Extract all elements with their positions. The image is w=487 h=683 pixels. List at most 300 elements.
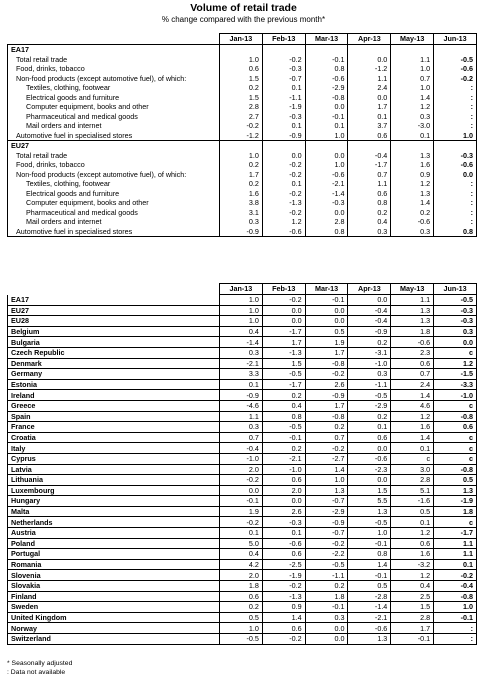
country-label: Slovakia <box>8 581 220 592</box>
value-cell: -1.4 <box>348 602 391 613</box>
country-row <box>8 559 477 570</box>
value-cell: -1.1 <box>305 570 348 581</box>
country-label: Germany <box>8 369 220 380</box>
country-row <box>8 337 477 348</box>
value-cell: 0.2 <box>305 422 348 433</box>
value-cell: -0.5 <box>434 295 477 306</box>
value-cell: 0.0 <box>305 316 348 327</box>
value-cell: 1.4 <box>391 198 434 208</box>
value-cell: -0.2 <box>220 517 263 528</box>
value-cell: -1.1 <box>348 379 391 390</box>
value-cell: 2.5 <box>391 591 434 602</box>
value-cell: -4.6 <box>220 400 263 411</box>
value-cell: -1.2 <box>348 64 391 74</box>
value-cell: 0.0 <box>348 55 391 65</box>
row-label: Food, drinks, tobacco <box>8 160 220 170</box>
country-row <box>8 369 477 380</box>
value-cell: 1.5 <box>348 485 391 496</box>
value-cell: c <box>434 347 477 358</box>
value-cell: 1.0 <box>305 131 348 141</box>
value-cell: -2.7 <box>305 453 348 464</box>
value-cell: 1.6 <box>391 422 434 433</box>
country-label: Denmark <box>8 358 220 369</box>
value-cell: -0.6 <box>348 453 391 464</box>
month-header: May-13 <box>391 34 434 45</box>
report-subtitle: % change compared with the previous month* <box>161 15 326 24</box>
value-cell: 0.0 <box>434 337 477 348</box>
value-cell: 1.8 <box>305 591 348 602</box>
row-label: Electrical goods and furniture <box>8 93 220 103</box>
value-cell: -2.2 <box>305 549 348 560</box>
table-row <box>8 198 477 208</box>
value-cell: 0.2 <box>348 411 391 422</box>
value-cell: 1.5 <box>391 602 434 613</box>
value-cell: 1.1 <box>348 74 391 84</box>
country-row <box>8 358 477 369</box>
value-cell: 1.3 <box>305 485 348 496</box>
value-cell: -1.1 <box>262 93 305 103</box>
value-cell: -0.1 <box>348 570 391 581</box>
country-label: Latvia <box>8 464 220 475</box>
row-label: Automotive fuel in specialised stores <box>8 227 220 237</box>
group-header-row <box>8 141 477 151</box>
country-label: Portugal <box>8 549 220 560</box>
table-row <box>8 189 477 199</box>
row-label: Electrical goods and furniture <box>8 189 220 199</box>
value-cell: 0.3 <box>305 612 348 623</box>
value-cell: 0.1 <box>262 179 305 189</box>
value-cell: -0.2 <box>262 295 305 306</box>
table-row <box>8 179 477 189</box>
row-label: Mail orders and internet <box>8 217 220 227</box>
country-row <box>8 347 477 358</box>
report-title: Volume of retail trade <box>190 2 297 14</box>
value-cell: -0.4 <box>348 316 391 327</box>
value-cell <box>348 141 391 151</box>
value-cell: -0.1 <box>305 112 348 122</box>
value-cell: 0.6 <box>220 64 263 74</box>
value-cell: c <box>434 400 477 411</box>
value-cell: 0.4 <box>220 549 263 560</box>
value-cell: -2.9 <box>348 400 391 411</box>
value-cell: -1.0 <box>220 453 263 464</box>
value-cell: -2.3 <box>348 464 391 475</box>
country-row <box>8 485 477 496</box>
row-label: Non-food products (except automotive fuel), of which: <box>8 170 220 180</box>
row-label: Computer equipment, books and other <box>8 198 220 208</box>
value-cell: 1.0 <box>220 623 263 634</box>
country-label: Croatia <box>8 432 220 443</box>
value-cell: -3.1 <box>348 347 391 358</box>
value-cell: : <box>434 112 477 122</box>
value-cell: 0.6 <box>262 475 305 486</box>
value-cell: 5.5 <box>348 496 391 507</box>
table-row <box>8 93 477 103</box>
value-cell: -0.7 <box>262 74 305 84</box>
value-cell: 1.7 <box>305 400 348 411</box>
value-cell: 0.7 <box>348 170 391 180</box>
table-row <box>8 83 477 93</box>
country-label: Hungary <box>8 496 220 507</box>
value-cell: 0.5 <box>434 475 477 486</box>
value-cell: -1.7 <box>262 326 305 337</box>
value-cell: 0.6 <box>262 549 305 560</box>
value-cell: 0.7 <box>220 432 263 443</box>
value-cell: -2.8 <box>348 591 391 602</box>
value-cell: -0.8 <box>305 93 348 103</box>
value-cell: 4.6 <box>391 400 434 411</box>
value-cell: -0.5 <box>348 390 391 401</box>
value-cell: -0.6 <box>434 160 477 170</box>
value-cell: 3.1 <box>220 208 263 218</box>
value-cell: 0.1 <box>262 528 305 539</box>
value-cell: -0.9 <box>348 326 391 337</box>
value-cell: 0.6 <box>220 591 263 602</box>
table-row <box>8 227 477 237</box>
country-row <box>8 453 477 464</box>
country-row <box>8 581 477 592</box>
country-row <box>8 432 477 443</box>
country-row <box>8 517 477 528</box>
value-cell: 2.0 <box>262 485 305 496</box>
row-label: Pharmaceutical and medical goods <box>8 112 220 122</box>
value-cell <box>305 141 348 151</box>
country-row <box>8 316 477 327</box>
value-cell: 1.2 <box>391 411 434 422</box>
value-cell: -0.2 <box>220 475 263 486</box>
table-row <box>8 64 477 74</box>
row-label: Pharmaceutical and medical goods <box>8 208 220 218</box>
value-cell: 0.1 <box>220 528 263 539</box>
value-cell: 0.9 <box>391 170 434 180</box>
table-row <box>8 131 477 141</box>
value-cell: c <box>434 432 477 443</box>
value-cell: 1.2 <box>434 358 477 369</box>
table-row <box>8 151 477 161</box>
value-cell: -1.3 <box>262 198 305 208</box>
country-label: EA17 <box>8 295 220 306</box>
value-cell <box>391 45 434 55</box>
value-cell: 0.0 <box>220 485 263 496</box>
row-label: Food, drinks, tobacco <box>8 64 220 74</box>
value-cell: -1.0 <box>262 464 305 475</box>
value-cell: 1.5 <box>262 358 305 369</box>
country-label: Lithuania <box>8 475 220 486</box>
value-cell: -1.7 <box>262 379 305 390</box>
table-row <box>8 160 477 170</box>
value-cell: 1.4 <box>305 464 348 475</box>
country-label: Austria <box>8 528 220 539</box>
value-cell: c <box>391 453 434 464</box>
value-cell: -0.9 <box>262 131 305 141</box>
value-cell: -0.7 <box>305 496 348 507</box>
value-cell <box>391 141 434 151</box>
value-cell: 0.2 <box>262 390 305 401</box>
country-row <box>8 464 477 475</box>
value-cell: -1.4 <box>220 337 263 348</box>
value-cell <box>220 141 263 151</box>
value-cell: 1.3 <box>391 305 434 316</box>
value-cell: 1.5 <box>220 93 263 103</box>
value-cell: 0.7 <box>391 74 434 84</box>
country-row <box>8 379 477 390</box>
value-cell: 3.7 <box>348 121 391 131</box>
value-cell: : <box>434 217 477 227</box>
value-cell: 0.5 <box>348 581 391 592</box>
value-cell: 1.0 <box>305 475 348 486</box>
country-row <box>8 591 477 602</box>
value-cell: 0.0 <box>262 316 305 327</box>
value-cell: 0.3 <box>220 347 263 358</box>
value-cell: 0.2 <box>220 179 263 189</box>
value-cell: 2.8 <box>391 475 434 486</box>
value-cell: 1.0 <box>391 83 434 93</box>
value-cell: -1.3 <box>262 591 305 602</box>
month-header: Jun-13 <box>434 284 477 295</box>
value-cell: -0.2 <box>305 443 348 454</box>
country-row <box>8 400 477 411</box>
value-cell <box>262 141 305 151</box>
value-cell: 0.1 <box>348 112 391 122</box>
value-cell: 0.4 <box>262 400 305 411</box>
value-cell: 0.6 <box>348 131 391 141</box>
value-cell: : <box>434 623 477 634</box>
country-label: Czech Republic <box>8 347 220 358</box>
value-cell: 1.1 <box>434 549 477 560</box>
value-cell: 1.6 <box>391 549 434 560</box>
country-label: Spain <box>8 411 220 422</box>
value-cell: 2.6 <box>305 379 348 390</box>
table-row <box>8 112 477 122</box>
footnote-not-available: : Data not available <box>7 669 66 676</box>
value-cell: -0.8 <box>305 411 348 422</box>
value-cell: -0.1 <box>305 55 348 65</box>
value-cell: -0.5 <box>262 422 305 433</box>
value-cell: -0.2 <box>262 160 305 170</box>
country-label: France <box>8 422 220 433</box>
country-row <box>8 305 477 316</box>
value-cell: 0.6 <box>262 623 305 634</box>
value-cell: 1.5 <box>220 74 263 84</box>
value-cell: 1.0 <box>391 64 434 74</box>
country-label: Greece <box>8 400 220 411</box>
country-label: Bulgaria <box>8 337 220 348</box>
value-cell: 0.3 <box>434 326 477 337</box>
value-cell: : <box>434 93 477 103</box>
value-cell: : <box>434 83 477 93</box>
value-cell: 1.4 <box>348 559 391 570</box>
month-header: May-13 <box>391 284 434 295</box>
value-cell: 0.4 <box>348 217 391 227</box>
value-cell: -0.6 <box>391 337 434 348</box>
country-row <box>8 475 477 486</box>
value-cell: 1.4 <box>391 390 434 401</box>
footnote-seasonal: * Seasonally adjusted <box>7 660 73 667</box>
value-cell: 2.4 <box>348 83 391 93</box>
table-header-row <box>8 34 477 45</box>
value-cell: 0.0 <box>348 295 391 306</box>
value-cell: 0.8 <box>348 198 391 208</box>
value-cell: 0.1 <box>391 131 434 141</box>
value-cell: -1.9 <box>262 570 305 581</box>
value-cell: : <box>434 189 477 199</box>
value-cell: 1.7 <box>220 170 263 180</box>
value-cell: -2.1 <box>262 453 305 464</box>
value-cell: -0.2 <box>305 538 348 549</box>
value-cell: 0.0 <box>305 208 348 218</box>
value-cell: 0.0 <box>262 496 305 507</box>
value-cell: 0.0 <box>305 305 348 316</box>
month-header: Apr-13 <box>348 34 391 45</box>
value-cell: -0.2 <box>434 74 477 84</box>
country-label: Norway <box>8 623 220 634</box>
country-label: Slovenia <box>8 570 220 581</box>
value-cell: 1.0 <box>434 131 477 141</box>
value-cell: -1.4 <box>305 189 348 199</box>
value-cell: 1.7 <box>262 337 305 348</box>
value-cell: 0.2 <box>348 208 391 218</box>
value-cell: -1.7 <box>348 160 391 170</box>
row-label: Automotive fuel in specialised stores <box>8 131 220 141</box>
month-header: Jan-13 <box>220 284 263 295</box>
value-cell: 1.6 <box>391 160 434 170</box>
country-label: Switzerland <box>8 634 220 645</box>
country-label: Ireland <box>8 390 220 401</box>
value-cell: -0.1 <box>305 295 348 306</box>
value-cell: 0.0 <box>262 151 305 161</box>
country-row <box>8 390 477 401</box>
value-cell: 0.6 <box>434 422 477 433</box>
value-cell: : <box>434 102 477 112</box>
country-row <box>8 623 477 634</box>
value-cell: 1.3 <box>434 485 477 496</box>
month-header: Feb-13 <box>262 34 305 45</box>
value-cell: 1.1 <box>391 295 434 306</box>
table-row <box>8 74 477 84</box>
value-cell: -0.2 <box>434 570 477 581</box>
value-cell: -0.5 <box>305 559 348 570</box>
country-label: Cyprus <box>8 453 220 464</box>
value-cell: -0.3 <box>262 517 305 528</box>
value-cell: -0.1 <box>348 538 391 549</box>
value-cell: : <box>434 179 477 189</box>
country-label: Malta <box>8 506 220 517</box>
value-cell: -0.1 <box>434 612 477 623</box>
table-row <box>8 217 477 227</box>
value-cell: -0.9 <box>220 227 263 237</box>
value-cell: -2.1 <box>305 179 348 189</box>
country-label: Poland <box>8 538 220 549</box>
value-cell: 1.4 <box>391 93 434 103</box>
value-cell: 4.2 <box>220 559 263 570</box>
value-cell: -0.2 <box>262 189 305 199</box>
month-header: Jun-13 <box>434 34 477 45</box>
value-cell: 1.3 <box>391 151 434 161</box>
country-label: EU28 <box>8 316 220 327</box>
value-cell: 0.8 <box>305 64 348 74</box>
value-cell: -0.3 <box>305 198 348 208</box>
table-header-row <box>8 284 477 295</box>
value-cell: 1.0 <box>220 316 263 327</box>
country-row <box>8 634 477 645</box>
value-cell: -0.5 <box>262 369 305 380</box>
value-cell: -0.9 <box>305 390 348 401</box>
value-cell: 0.2 <box>348 337 391 348</box>
value-cell: -0.1 <box>220 496 263 507</box>
value-cell: 3.3 <box>220 369 263 380</box>
value-cell: 0.9 <box>262 602 305 613</box>
month-header: Mar-13 <box>305 284 348 295</box>
value-cell: 5.1 <box>391 485 434 496</box>
country-row <box>8 496 477 507</box>
value-cell: -0.6 <box>348 623 391 634</box>
month-header: Feb-13 <box>262 284 305 295</box>
value-cell: -3.2 <box>391 559 434 570</box>
value-cell: -0.2 <box>262 170 305 180</box>
value-cell: 0.3 <box>391 227 434 237</box>
value-cell: -0.8 <box>434 591 477 602</box>
value-cell: 0.0 <box>348 93 391 103</box>
value-cell <box>434 141 477 151</box>
month-header: Apr-13 <box>348 284 391 295</box>
country-label: Romania <box>8 559 220 570</box>
value-cell: 0.3 <box>220 217 263 227</box>
row-label: Total retail trade <box>8 151 220 161</box>
value-cell: -0.2 <box>262 208 305 218</box>
value-cell: -0.3 <box>434 316 477 327</box>
value-cell: -2.9 <box>305 83 348 93</box>
country-label: EU27 <box>8 305 220 316</box>
value-cell <box>220 45 263 55</box>
value-cell: 0.8 <box>434 227 477 237</box>
value-cell: 0.4 <box>220 326 263 337</box>
value-cell: 1.4 <box>391 432 434 443</box>
value-cell: 0.1 <box>262 83 305 93</box>
value-cell: 1.6 <box>220 189 263 199</box>
value-cell: 0.0 <box>348 443 391 454</box>
value-cell: 0.8 <box>262 411 305 422</box>
value-cell: -0.4 <box>434 581 477 592</box>
value-cell: -0.8 <box>305 358 348 369</box>
value-cell: -0.5 <box>434 55 477 65</box>
country-row <box>8 295 477 306</box>
value-cell: -0.6 <box>262 227 305 237</box>
value-cell: 0.0 <box>305 623 348 634</box>
row-label: Total retail trade <box>8 55 220 65</box>
value-cell: 0.3 <box>348 227 391 237</box>
value-cell: -0.9 <box>220 390 263 401</box>
value-cell: 2.8 <box>220 102 263 112</box>
value-cell: 1.8 <box>220 581 263 592</box>
value-cell: -0.2 <box>262 634 305 645</box>
value-cell: -0.2 <box>262 581 305 592</box>
value-cell: -0.3 <box>434 305 477 316</box>
value-cell: 0.2 <box>220 602 263 613</box>
value-cell: 1.2 <box>391 102 434 112</box>
country-row <box>8 612 477 623</box>
value-cell: -1.5 <box>434 369 477 380</box>
value-cell: -3.0 <box>391 121 434 131</box>
value-cell: -0.2 <box>220 121 263 131</box>
row-label: Computer equipment, books and other <box>8 102 220 112</box>
value-cell: 1.1 <box>220 411 263 422</box>
value-cell: -0.6 <box>262 538 305 549</box>
table-row <box>8 121 477 131</box>
value-cell: 1.0 <box>220 295 263 306</box>
value-cell: 1.7 <box>305 347 348 358</box>
value-cell: 0.2 <box>220 160 263 170</box>
header-blank-cell <box>8 284 220 295</box>
